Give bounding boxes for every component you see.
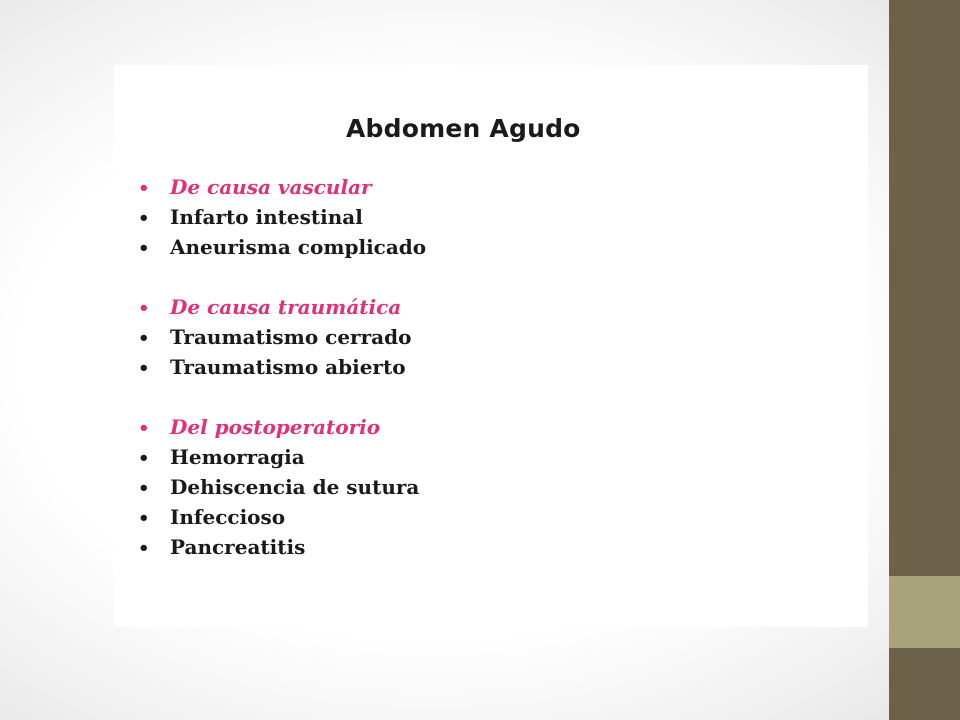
bullet: •	[138, 238, 150, 259]
section-heading	[138, 412, 838, 442]
bullet: •	[138, 538, 150, 559]
list-item	[138, 352, 838, 382]
list-item-label: Hemorragia	[170, 445, 305, 469]
side-decoration-accent	[889, 576, 960, 648]
section-vascular	[138, 172, 838, 262]
list-item-label: Infeccioso	[170, 505, 286, 529]
list-item	[138, 502, 838, 532]
section-traumatica	[138, 292, 838, 382]
bullet: •	[138, 328, 150, 349]
list-item-label: Dehiscencia de sutura	[170, 475, 420, 499]
list-item-label: Infarto intestinal	[170, 205, 363, 229]
bullet: •	[138, 358, 150, 379]
bullet: •	[138, 448, 150, 469]
slide-title: Abdomen Agudo	[346, 114, 581, 143]
bullet: •	[138, 508, 150, 529]
list-item-label: Traumatismo cerrado	[170, 325, 412, 349]
section-heading-label: Del postoperatorio	[170, 415, 381, 439]
list-item-label: Traumatismo abierto	[170, 355, 406, 379]
section-postoperatorio	[138, 412, 838, 562]
list-item	[138, 472, 838, 502]
list-item	[138, 232, 838, 262]
bullet: •	[138, 478, 150, 499]
section-heading	[138, 292, 838, 322]
list-item	[138, 532, 838, 562]
list-item	[138, 442, 838, 472]
list-item	[138, 322, 838, 352]
section-heading-label: De causa traumática	[170, 295, 402, 319]
bullet: •	[138, 418, 150, 439]
list-item	[138, 202, 838, 232]
bullet: •	[138, 298, 150, 319]
list-item-label: Aneurisma complicado	[170, 235, 427, 259]
section-heading-label: De causa vascular	[170, 175, 372, 199]
section-heading	[138, 172, 838, 202]
list-item-label: Pancreatitis	[170, 535, 306, 559]
bullet-list	[138, 172, 838, 592]
bullet: •	[138, 178, 150, 199]
bullet: •	[138, 208, 150, 229]
